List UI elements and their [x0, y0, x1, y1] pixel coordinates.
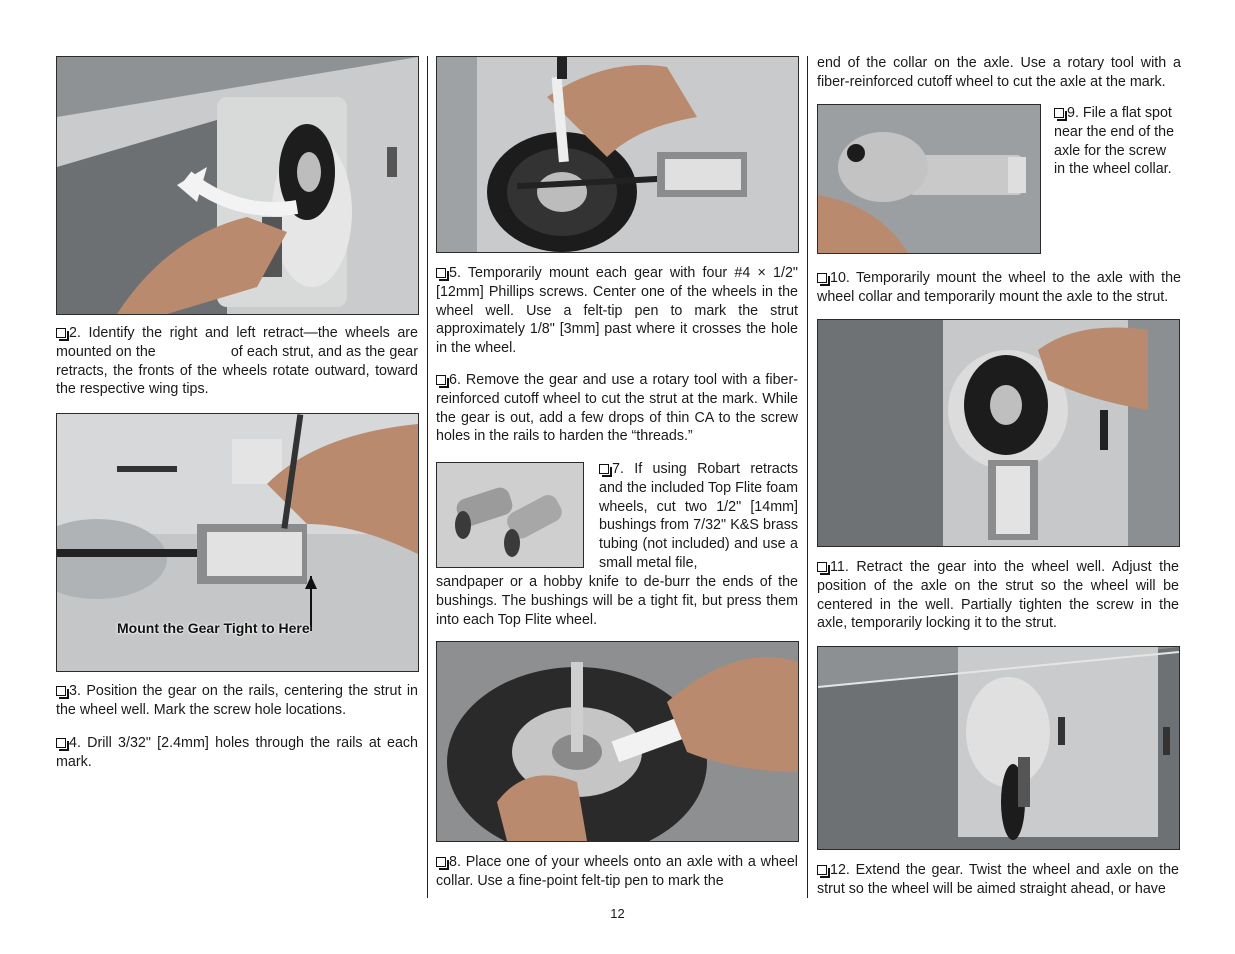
- photo-brass-bushings: [436, 462, 584, 568]
- step-7-text-a: 7. If using Robart retracts and the included Top Flite foam wheels, cut two 1/2" [14mm] bushings from 7/32" K&S brass tubing (not included) and use a small metal file,: [599, 461, 798, 571]
- checkbox-icon[interactable]: [56, 738, 66, 748]
- step-11-text: 11. Retract the gear into the wheel well. Adjust the position of the axle on the strut so the wheel will be centered in the well. Partially tighten the screw in the axle, temporarily locking it to the strut.: [817, 559, 1179, 632]
- checkbox-icon[interactable]: [817, 562, 827, 572]
- step-2-text: 2. Identify the right and left retract—the wheels are mounted on the of each strut, and as the gear retracts, the fronts of the wheels rotate outward, toward the respective wing tips.: [56, 325, 418, 398]
- photo-caption-label: Mount the Gear Tight to Here: [117, 620, 310, 636]
- page-number: 12: [610, 906, 625, 921]
- step-6-text: 6. Remove the gear and use a rotary tool with a fiber-reinforced cutoff wheel to cut the strut at the mark. While the gear is out, add a few drops of thin CA to the screw holes in the rails to harden the “threads.”: [436, 372, 798, 445]
- checkbox-icon[interactable]: [56, 686, 66, 696]
- step-12-text: 12. Extend the gear. Twist the wheel and axle on the strut so the wheel will be aimed straight ahead, or have: [817, 862, 1179, 897]
- checkbox-icon[interactable]: [1054, 108, 1064, 118]
- checkbox-icon[interactable]: [817, 865, 827, 875]
- column-divider-left: [427, 56, 428, 898]
- step-10-text: 10. Temporarily mount the wheel to the axle with the wheel collar and temporarily mount the axle to the strut.: [817, 270, 1181, 305]
- step-9-text: 9. File a flat spot near the end of the axle for the screw in the wheel collar.: [1054, 105, 1175, 178]
- photo-marking-axle: [436, 641, 799, 842]
- checkbox-icon[interactable]: [817, 273, 827, 283]
- checkbox-icon[interactable]: [599, 464, 609, 474]
- photo-marking-strut: [436, 56, 799, 253]
- photo-axle-collar: [817, 104, 1041, 254]
- step-8-text: 8. Place one of your wheels onto an axle with a wheel collar. Use a fine-point felt-tip pen to mark the: [436, 854, 798, 889]
- photo-wheel-retracted: [817, 319, 1180, 547]
- column-divider-right: [807, 56, 808, 898]
- photo-marking-rails: [56, 413, 419, 672]
- photo-wheel-rotation: [56, 56, 419, 315]
- step-4-text: 4. Drill 3/32" [2.4mm] holes through the rails at each mark.: [56, 735, 418, 770]
- step-7-text-b: sandpaper or a hobby knife to de-burr the ends of the bushings. The bushings will be a tight fit, but press them into each Top Flite wheel.: [436, 574, 798, 628]
- step-3-text: 3. Position the gear on the rails, centering the strut in the wheel well. Mark the screw hole locations.: [56, 683, 418, 718]
- step-5-text: 5. Temporarily mount each gear with four #4 × 1/2" [12mm] Phillips screws. Center one of the wheels in the wheel well. Use a felt-tip pen to mark the strut approximately 1/8" [3mm] past where it crosses the hole in the wheel.: [436, 265, 798, 357]
- photo-gear-extended: [817, 646, 1180, 850]
- step-8-continued-text: end of the collar on the axle. Use a rotary tool with a fiber-reinforced cutoff wheel to cut the axle at the mark.: [817, 55, 1181, 90]
- checkbox-icon[interactable]: [436, 268, 446, 278]
- checkbox-icon[interactable]: [436, 375, 446, 385]
- checkbox-icon[interactable]: [56, 328, 66, 338]
- checkbox-icon[interactable]: [436, 857, 446, 867]
